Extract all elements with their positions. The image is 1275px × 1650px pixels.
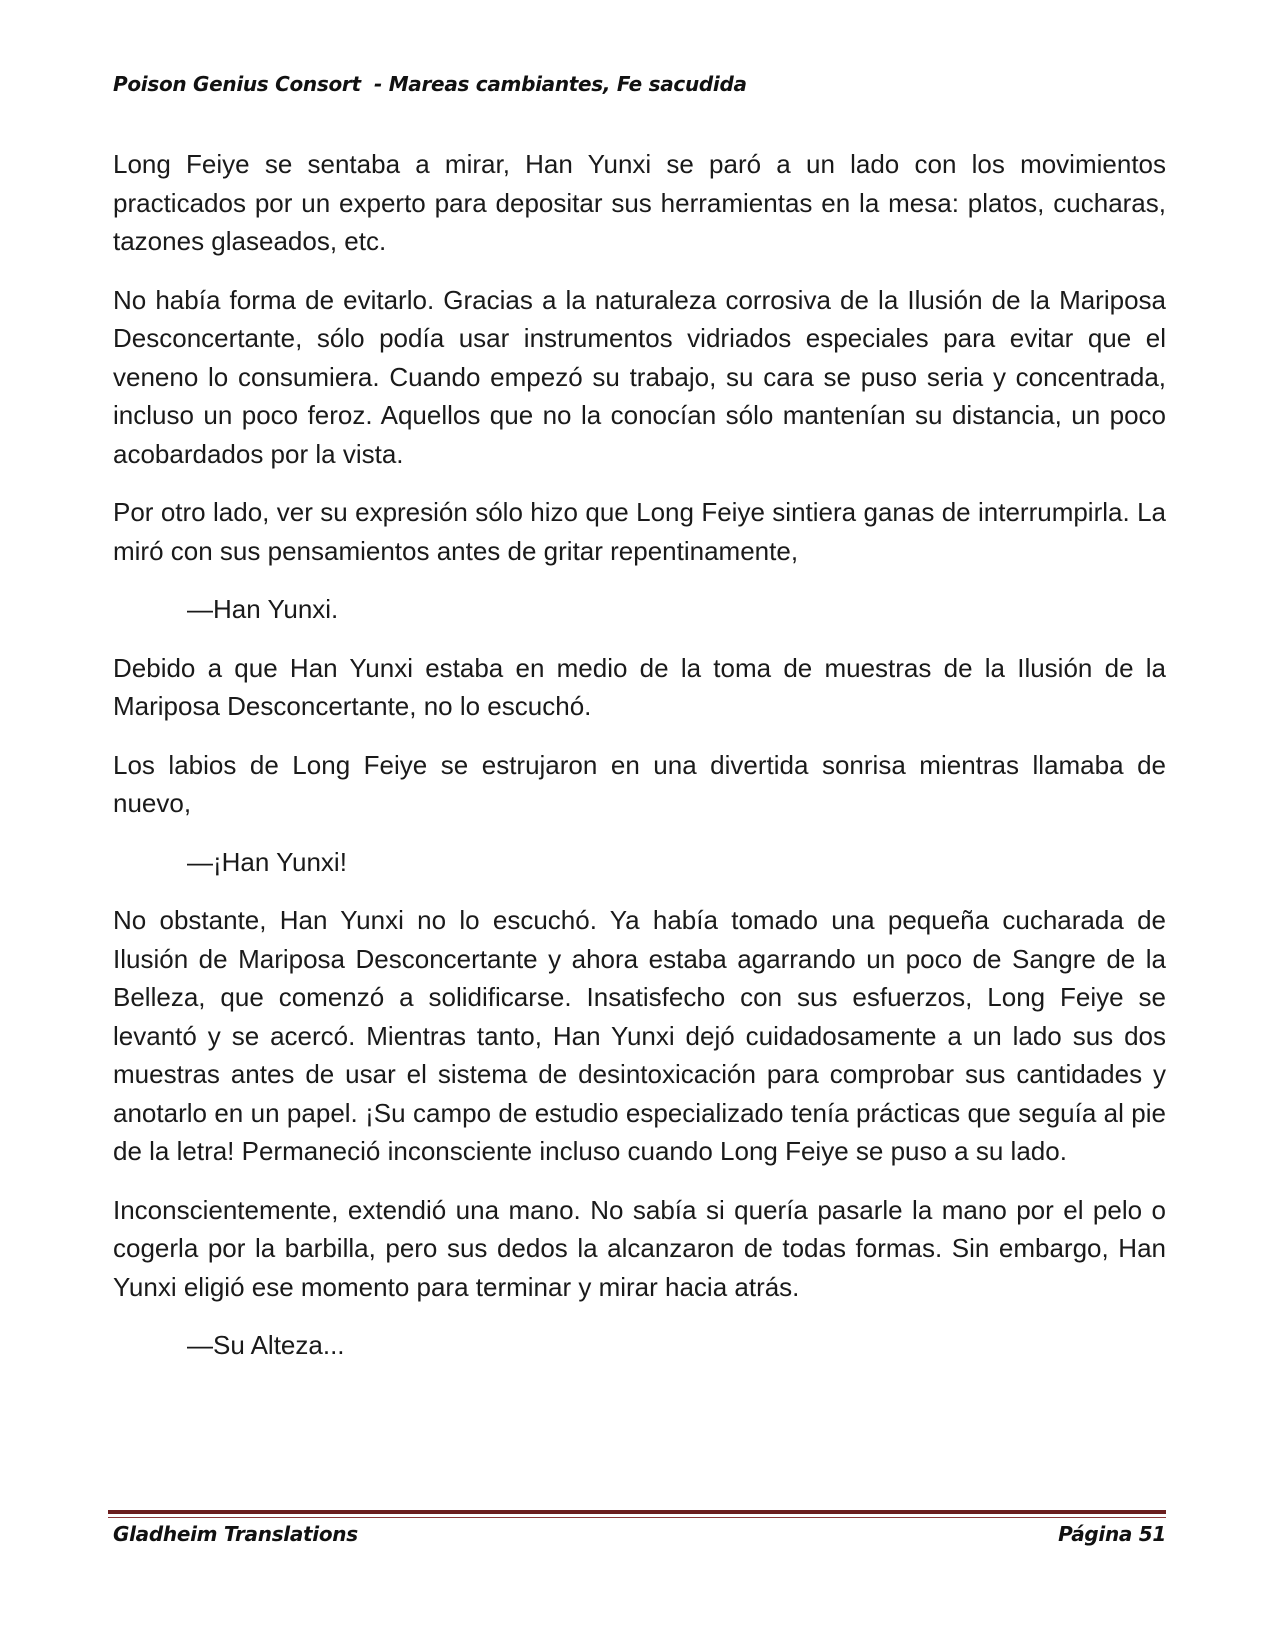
footer-page-number: Página 51 [1058,1522,1166,1546]
dialog-line: —Han Yunxi. [187,594,339,624]
paragraph: Los labios de Long Feiye se estrujaron en una divertida sonrisa mientras llamaba de nuevo, [113,749,1166,818]
paragraph: Inconscientemente, extendió una mano. No sabía si quería pasarle la mano por el pelo o cogerla por la barbilla, pero sus dedos la alcanzaron de todas formas. Sin embargo, Han Yunxi eligió ese momento para terminar y mirar hacia atrás. [113,1194,1166,1302]
footer-publisher: Gladheim Translations [113,1522,358,1546]
paragraph: Long Feiye se sentaba a mirar, Han Yunxi se paró a un lado con los movimientos practicados por un experto para depositar sus herramientas en la mesa: platos, cucharas, tazones glaseados, etc. [113,149,1166,256]
footer-divider [108,1510,1166,1514]
footer-divider-thin [108,1517,1166,1518]
dialog-line: —Su Alteza... [187,1330,345,1360]
paragraph: No había forma de evitarlo. Gracias a la naturaleza corrosiva de la Ilusión de la Mariposa Desconcertante, sólo podía usar instrumentos vidriados especiales para evitar que el veneno lo consumiera. Cuando empezó su trabajo, su cara se puso seria y concentrada, incluso un poco feroz. Aquellos que no la conocían sólo mantenían su distancia, un poco acobardados por la vista. [113,284,1166,469]
body-text [113,145,1166,1385]
paragraph: Debido a que Han Yunxi estaba en medio de la toma de muestras de la Ilusión de la Mariposa Desconcertante, no lo escuchó. [113,652,1166,721]
paragraph: Por otro lado, ver su expresión sólo hizo que Long Feiye sintiera ganas de interrumpirla. La miró con sus pensamientos antes de gritar repentinamente, [113,497,1166,566]
dialog-line: —¡Han Yunxi! [187,846,347,877]
paragraph: No obstante, Han Yunxi no lo escuchó. Ya había tomado una pequeña cucharada de Ilusión de Mariposa Desconcertante y ahora estaba agarrando un poco de Sangre de la Belleza, que comenzó a solidificarse. Insatisfecho con sus esfuerzos, Long Feiye se levantó y se acercó. Mientras tanto, Han Yunxi dejó cuidadosamente a un lado sus dos muestras antes de usar el sistema de desintoxicación para comprobar sus cantidades y anotarlo en un papel. ¡Su campo de estudio especializado tenía prácticas que seguía al pie de la letra! Permaneció inconsciente incluso cuando Long Feiye se puso a su lado. [113,905,1166,1166]
page-header-title: Poison Genius Consort - Mareas cambiantes, Fe sacudida [113,72,747,96]
